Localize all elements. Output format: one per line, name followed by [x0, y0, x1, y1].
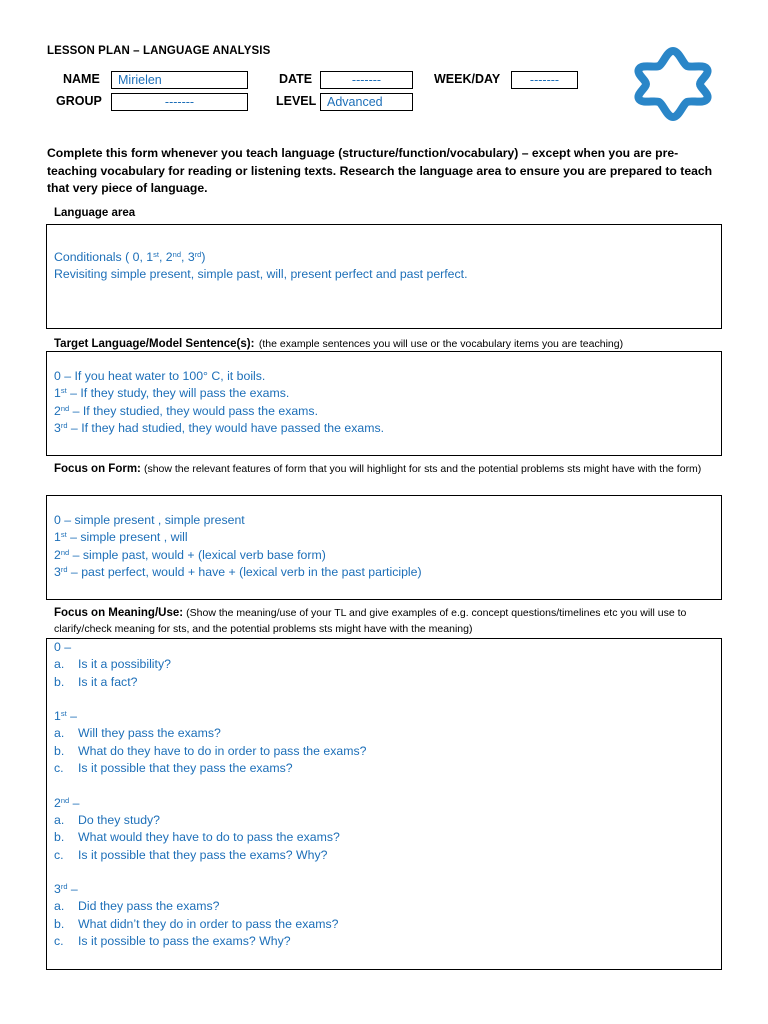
focus-meaning-lines [54, 639, 366, 950]
group-spacer [54, 864, 366, 881]
meaning-question [54, 656, 366, 673]
language-area-heading: Language area [54, 207, 136, 219]
meaning-group-heading [54, 708, 366, 725]
focus-form-line [54, 529, 422, 546]
line-text: – If they studied, they would pass the exams. [69, 403, 318, 418]
question-letter: c. [54, 934, 64, 949]
weekday-field[interactable]: ------- [511, 71, 578, 89]
date-label: DATE [279, 72, 313, 86]
conditional-number: 0 [54, 640, 61, 654]
focus-form-line [54, 547, 422, 564]
group-field[interactable]: ------- [111, 93, 248, 111]
language-area-line-2: Revisiting simple present, simple past, will, present perfect and past perfect. [54, 267, 468, 282]
conditional-number: 3 [54, 882, 61, 897]
target-language-box[interactable] [46, 351, 722, 456]
name-field[interactable]: Mirielen [111, 71, 248, 89]
line-text: – If they had studied, they would have passed the exams. [67, 420, 385, 435]
meaning-question [54, 674, 366, 691]
focus-meaning-box[interactable] [46, 638, 722, 970]
question-letter: a. [54, 899, 65, 914]
target-language-line [54, 368, 384, 385]
conditional-number: 2 [54, 403, 61, 418]
date-field[interactable]: ------- [320, 71, 413, 89]
ordinal-suffix: st [60, 709, 67, 719]
conditional-number: 2 [54, 547, 61, 562]
meaning-group-heading [54, 639, 366, 656]
meaning-question [54, 743, 366, 760]
conditional-number: 3 [54, 420, 61, 435]
group-dash: – [67, 882, 78, 897]
target-language-line [54, 420, 384, 437]
level-label: LEVEL [276, 94, 317, 108]
ordinal-suffix: rd [60, 882, 68, 892]
question-text: Is it possible that they pass the exams? [78, 761, 293, 776]
question-letter: b. [54, 674, 65, 689]
conditional-number: 1 [54, 386, 61, 401]
ordinal-suffix: st [60, 530, 67, 540]
question-text: Is it possible that they pass the exams? Why? [78, 847, 328, 862]
ordinal-suffix: st [60, 386, 67, 396]
meaning-question [54, 847, 366, 864]
focus-form-box[interactable] [46, 495, 722, 600]
meaning-question [54, 829, 366, 846]
target-language-line [54, 403, 384, 420]
question-text: Is it a possibility? [78, 657, 171, 672]
group-dash: – [66, 709, 77, 724]
conditional-number: 0 [54, 369, 61, 383]
target-language-lines [54, 368, 384, 437]
focus-form-line [54, 512, 422, 529]
weekday-label: WEEK/DAY [434, 72, 501, 86]
line-text: – If you heat water to 100° C, it boils. [60, 369, 266, 383]
question-text: What do they have to do in order to pass the exams? [78, 743, 367, 758]
conditional-number: 0 [54, 513, 61, 527]
intro-text: Complete this form whenever you teach language (structure/function/vocabulary) – except when you are pre-teaching vocabulary for reading or listening texts. Research the language area to ensure you are prepared to teach that very piece of language. [47, 146, 713, 195]
language-area-line-1: Conditionals ( 0, 1st, 2nd, 3rd) [54, 250, 206, 264]
line-text: – past perfect, would + have + (lexical verb in the past participle) [67, 564, 422, 579]
question-letter: a. [54, 657, 65, 672]
group-spacer [54, 691, 366, 708]
meaning-group-heading [54, 881, 366, 898]
question-letter: b. [54, 830, 65, 845]
conditional-number: 3 [54, 564, 61, 579]
question-text: What would they have to do to pass the exams? [78, 830, 340, 845]
meaning-question [54, 898, 366, 915]
question-letter: b. [54, 743, 65, 758]
level-field[interactable]: Advanced [320, 93, 413, 111]
line-text: – simple present , simple present [60, 513, 245, 527]
question-letter: b. [54, 916, 65, 931]
meaning-question [54, 812, 366, 829]
question-text: Did they pass the exams? [78, 899, 220, 914]
meaning-question [54, 725, 366, 742]
question-text: Is it possible to pass the exams? Why? [78, 934, 291, 949]
ordinal-suffix: nd [60, 403, 70, 413]
meaning-group-heading [54, 795, 366, 812]
ordinal-suffix: nd [60, 795, 70, 805]
question-text: Is it a fact? [78, 674, 138, 689]
meaning-question [54, 760, 366, 777]
ordinal-suffix: rd [60, 420, 68, 430]
language-area-box[interactable] [46, 224, 722, 329]
focus-form-line [54, 564, 422, 581]
group-spacer [54, 777, 366, 794]
ordinal-suffix: rd [60, 564, 68, 574]
focus-meaning-heading: Focus on Meaning/Use: (Show the meaning/use of your TL and give examples of e.g. concept questions/timelines etc you will use to clarify/check meaning for sts, and the potential problems sts might have with the meaning) [54, 607, 687, 635]
target-language-heading: Target Language/Model Sentence(s): (the example sentences you will use or the vocabulary items you are teaching) [54, 338, 624, 350]
conditional-number: 1 [54, 709, 61, 724]
page-title: LESSON PLAN – LANGUAGE ANALYSIS [47, 45, 271, 57]
line-text: – If they study, they will pass the exams. [66, 386, 290, 401]
question-letter: c. [54, 761, 64, 776]
question-text: Will they pass the exams? [78, 726, 221, 741]
group-label: GROUP [56, 94, 102, 108]
target-language-line [54, 385, 384, 402]
line-text: – simple present , will [66, 530, 188, 545]
meaning-question [54, 933, 366, 950]
ordinal-suffix: nd [60, 547, 70, 557]
star-logo-icon [632, 43, 714, 125]
question-text: Do they study? [78, 812, 161, 827]
focus-form-heading: Focus on Form: (show the relevant features of form that you will highlight for sts and the potential problems sts might have with the form) [54, 463, 702, 475]
question-letter: a. [54, 812, 65, 827]
meaning-question [54, 916, 366, 933]
conditional-number: 1 [54, 530, 61, 545]
group-dash: – [69, 795, 80, 810]
question-letter: c. [54, 847, 64, 862]
question-letter: a. [54, 726, 65, 741]
line-text: – simple past, would + (lexical verb base form) [69, 547, 326, 562]
group-dash: – [60, 640, 72, 654]
question-text: What didn’t they do in order to pass the exams? [78, 916, 339, 931]
conditional-number: 2 [54, 795, 61, 810]
focus-form-lines [54, 512, 422, 581]
name-label: NAME [63, 72, 100, 86]
